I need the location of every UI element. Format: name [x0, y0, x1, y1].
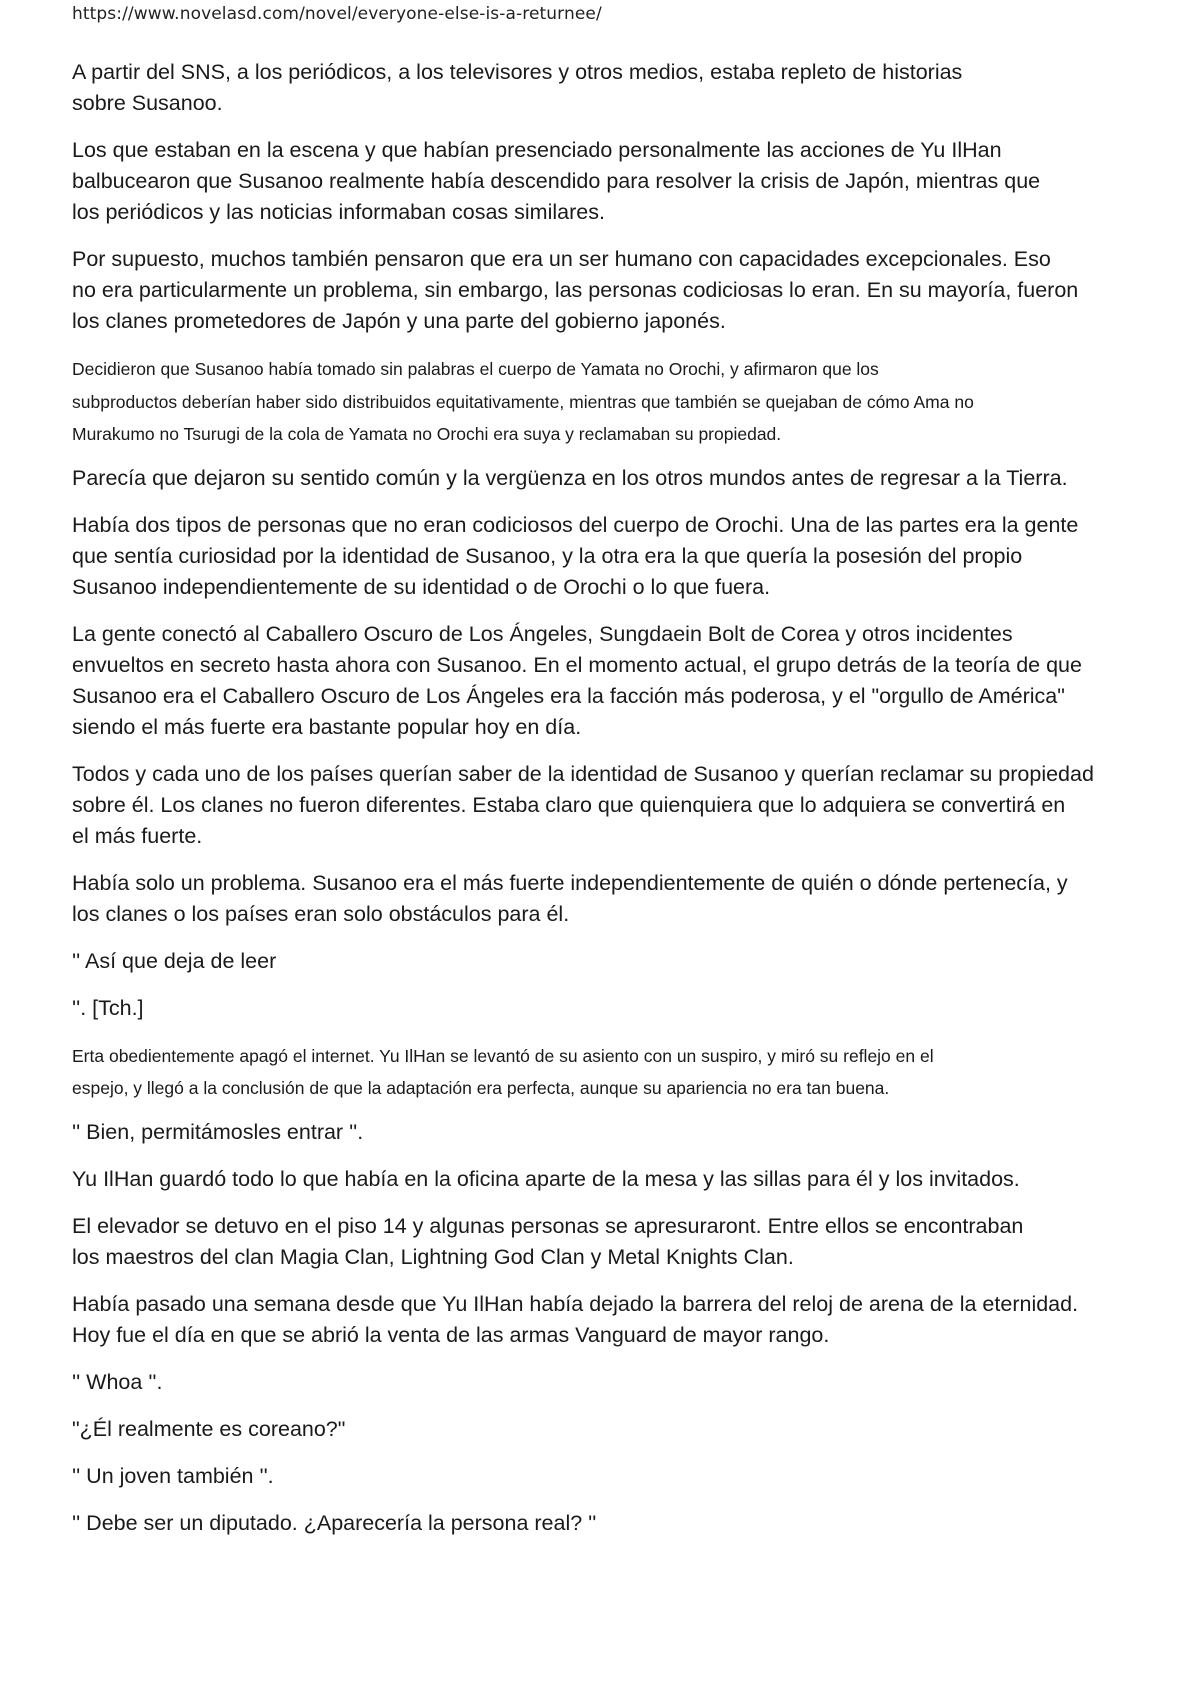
paragraph-line: '' Un joven también ''.: [72, 1463, 274, 1488]
paragraph: [72, 1414, 1124, 1445]
paragraph-line: que sentía curiosidad por la identidad de Susanoo, y la otra era la que quería la posesión del propio: [72, 543, 1023, 568]
paragraph-line: no era particularmente un problema, sin embargo, las personas codiciosas lo eran. En su mayoría, fueron: [72, 278, 1079, 302]
paragraph-line: Susanoo era el Caballero Oscuro de Los Ángeles era la facción más poderosa, y el "orgullo de América": [72, 683, 1065, 708]
paragraph-line: sobre él. Los clanes no fueron diferentes. Estaba claro que quienquiera que lo adquiera se convertirá en: [72, 792, 1066, 817]
paragraph-line: ''. [Tch.]: [72, 995, 144, 1020]
paragraph-line: '' Así que deja de leer: [72, 948, 277, 973]
paragraph-line: balbucearon que Susanoo realmente había descendido para resolver la crisis de Japón, mientras que: [72, 169, 1041, 193]
paragraph-line: Todos y cada uno de los países querían saber de la identidad de Susanoo y querían reclamar su propiedad: [72, 761, 1094, 786]
paragraph-line: '' Debe ser un diputado. ¿Aparecería la persona real? '': [72, 1510, 597, 1535]
paragraph: [72, 1461, 1124, 1492]
paragraph-line: La gente conectó al Caballero Oscuro de Los Ángeles, Sungdaein Bolt de Corea y otros incidentes: [72, 621, 1013, 646]
paragraph-line: Susanoo independientemente de su identidad o de Orochi o lo que fuera.: [72, 574, 771, 599]
paragraph: [72, 135, 1124, 228]
paragraph-line: '' Bien, permitámosles entrar ''.: [72, 1119, 364, 1144]
paragraph: [72, 1117, 1124, 1148]
paragraph-line: "¿Él realmente es coreano?": [72, 1416, 346, 1441]
paragraph-line: Los que estaban en la escena y que habían presenciado personalmente las acciones de Yu IlHan: [72, 138, 1002, 162]
paragraph-line: subproductos deberían haber sido distribuidos equitativamente, mientras que también se quejaban de cómo Ama no: [72, 391, 974, 412]
paragraph-line: A partir del SNS, a los periódicos, a los televisores y otros medios, estaba repleto de historias: [72, 60, 963, 84]
paragraph-line: los clanes o los países eran solo obstáculos para él.: [72, 901, 570, 926]
paragraph: [72, 463, 1124, 494]
paragraph-line: el más fuerte.: [72, 823, 203, 848]
paragraph: [72, 1211, 1124, 1273]
paragraph: [72, 57, 1124, 119]
paragraph: [72, 868, 1124, 930]
paragraph: [72, 1367, 1124, 1398]
paragraph: [72, 1040, 1124, 1105]
paragraph-line: siendo el más fuerte era bastante popular hoy en día.: [72, 714, 582, 739]
paragraph-line: los periódicos y las noticias informaban cosas similares.: [72, 200, 605, 224]
paragraph-line: Yu IlHan guardó todo lo que había en la oficina aparte de la mesa y las sillas para él y los invitados.: [72, 1166, 1020, 1191]
paragraph: [72, 619, 1124, 743]
paragraph-line: espejo, y llegó a la conclusión de que la adaptación era perfecta, aunque su apariencia no era tan buena.: [72, 1078, 890, 1098]
paragraph-line: los maestros del clan Magia Clan, Lightning God Clan y Metal Knights Clan.: [72, 1244, 794, 1269]
paragraph-line: Erta obedientemente apagó el internet. Yu IlHan se levantó de su asiento con un suspiro, y miró su reflejo en el: [72, 1045, 934, 1066]
paragraph-line: Murakumo no Tsurugi de la cola de Yamata no Orochi era suya y reclamaban su propiedad.: [72, 424, 782, 444]
paragraph: [72, 946, 1124, 977]
paragraph: [72, 1164, 1124, 1195]
paragraph: [72, 353, 1124, 451]
paragraph-line: Había pasado una semana desde que Yu IlHan había dejado la barrera del reloj de arena de la eternidad.: [72, 1291, 1079, 1316]
paragraph-line: El elevador se detuvo en el piso 14 y algunas personas se apresuraront. Entre ellos se encontraban: [72, 1213, 1024, 1238]
paragraph-line: sobre Susanoo.: [72, 91, 223, 115]
paragraph: [72, 510, 1124, 603]
paragraph-line: Por supuesto, muchos también pensaron que era un ser humano con capacidades excepcionales. Eso: [72, 247, 1051, 271]
paragraph: [72, 993, 1124, 1024]
paragraph-line: Había solo un problema. Susanoo era el más fuerte independientemente de quién o dónde pertenecía, y: [72, 870, 1068, 895]
paragraph: [72, 759, 1124, 852]
page-url: https://www.novelasd.com/novel/everyone-else-is-a-returnee/: [72, 4, 602, 24]
paragraph-line: Decidieron que Susanoo había tomado sin palabras el cuerpo de Yamata no Orochi, y afirmaron que los: [72, 359, 879, 379]
paragraph: [72, 1508, 1124, 1539]
paragraph: [72, 244, 1124, 337]
paragraph-line: envueltos en secreto hasta ahora con Susanoo. En el momento actual, el grupo detrás de la teoría de que: [72, 652, 1082, 677]
paragraph-line: Hoy fue el día en que se abrió la venta de las armas Vanguard de mayor rango.: [72, 1322, 830, 1347]
article-body: [72, 57, 1124, 1555]
paragraph-line: Parecía que dejaron su sentido común y la vergüenza en los otros mundos antes de regresar a la Tierra.: [72, 465, 1068, 490]
paragraph-line: los clanes prometedores de Japón y una parte del gobierno japonés.: [72, 309, 726, 333]
paragraph: [72, 1289, 1124, 1351]
paragraph-line: Había dos tipos de personas que no eran codiciosos del cuerpo de Orochi. Una de las partes era la gente: [72, 512, 1079, 537]
paragraph-line: '' Whoa ''.: [72, 1369, 163, 1394]
